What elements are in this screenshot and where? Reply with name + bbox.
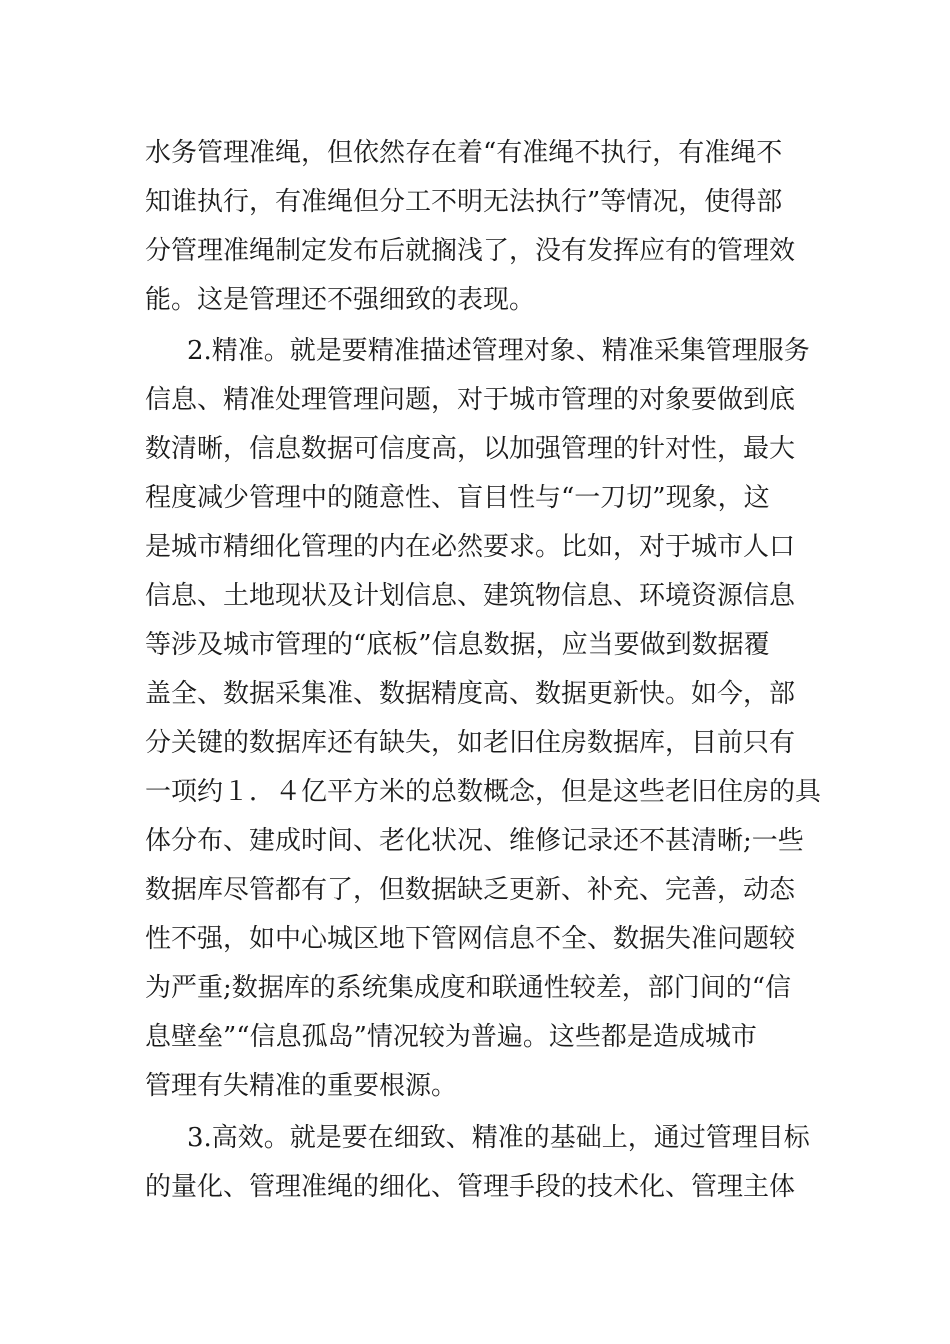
- paragraph-3-line-1: 3.高效。就是要在细致、精准的基础上，通过管理目标: [187, 1123, 810, 1153]
- paragraph-2-line-10: 一项约１．４亿平方米的总数概念，但是这些老旧住房的具: [145, 777, 822, 807]
- paragraph-2-line-8: 盖全、数据采集准、数据精度高、数据更新快。如今，部: [145, 679, 796, 709]
- paragraph-2-line-3: 数清晰，信息数据可信度高，以加强管理的针对性，最大: [145, 434, 796, 464]
- paragraph-2-line-4: 程度减少管理中的随意性、盲目性与“一刀切”现象，这: [145, 483, 770, 513]
- paragraph-1-line-2: 知谁执行，有准绳但分工不明无法执行”等情况，使得部: [145, 187, 783, 217]
- paragraph-2-line-15: 息壁垒”“信息孤岛”情况较为普遍。这些都是造成城市: [145, 1022, 757, 1052]
- paragraph-3-line-2: 的量化、管理准绳的细化、管理手段的技术化、管理主体: [145, 1172, 796, 1202]
- paragraph-2-line-7: 等涉及城市管理的“底板”信息数据，应当要做到数据覆: [145, 630, 770, 660]
- paragraph-2-line-5: 是城市精细化管理的内在必然要求。比如，对于城市人口: [145, 532, 796, 562]
- paragraph-2-line-9: 分关键的数据库还有缺失，如老旧住房数据库，目前只有: [145, 728, 796, 758]
- paragraph-1-line-1: 水务管理准绳，但依然存在着“有准绳不执行，有准绳不: [145, 138, 783, 168]
- paragraph-2-line-13: 性不强，如中心城区地下管网信息不全、数据失准问题较: [145, 924, 796, 954]
- paragraph-2-line-12: 数据库尽管都有了，但数据缺乏更新、补充、完善，动态: [145, 875, 796, 905]
- paragraph-2-line-1: 2.精准。就是要精准描述管理对象、精准采集管理服务: [187, 336, 810, 366]
- paragraph-2-line-16: 管理有失精准的重要根源。: [145, 1071, 458, 1101]
- paragraph-2-line-11: 体分布、建成时间、老化状况、维修记录还不甚清晰;一些: [145, 826, 804, 856]
- paragraph-1-line-4: 能。这是管理还不强细致的表现。: [145, 285, 536, 315]
- paragraph-2-line-2: 信息、精准处理管理问题，对于城市管理的对象要做到底: [145, 385, 796, 415]
- paragraph-1-line-3: 分管理准绳制定发布后就搁浅了，没有发挥应有的管理效: [145, 236, 796, 266]
- paragraph-2-line-6: 信息、土地现状及计划信息、建筑物信息、环境资源信息: [145, 581, 796, 611]
- paragraph-2-line-14: 为严重;数据库的系统集成度和联通性较差，部门间的“信: [145, 973, 792, 1003]
